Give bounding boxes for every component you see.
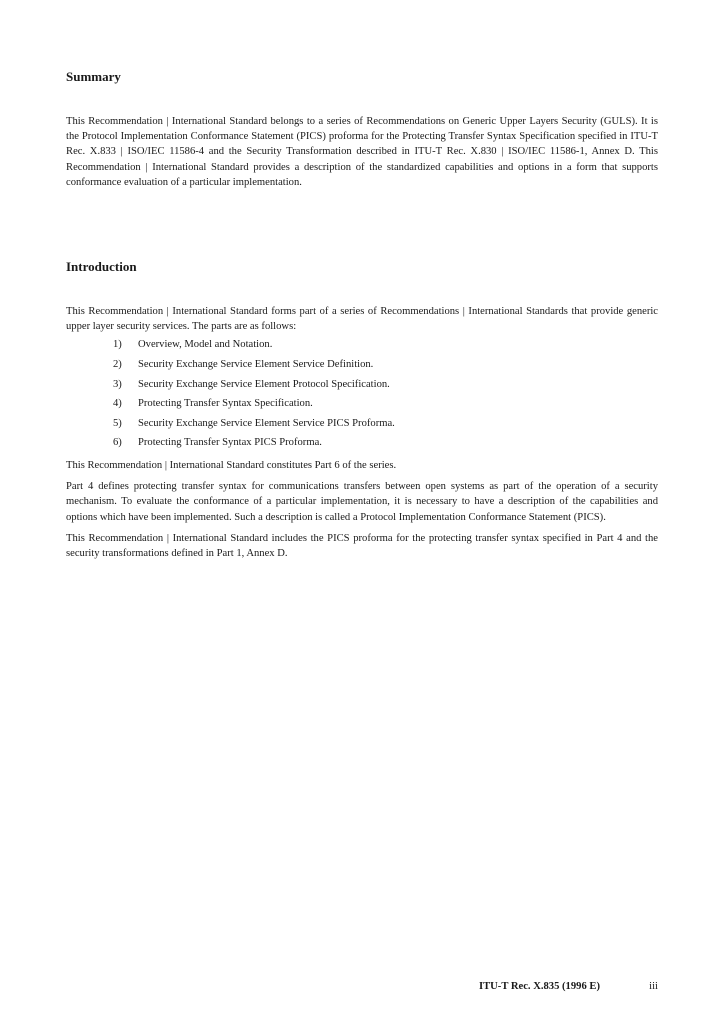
part6-paragraph: This Recommendation | International Standard constitutes Part 6 of the series. <box>66 459 397 471</box>
includes-paragraph: This Recommendation | International Standard includes the PICS proforma for the protecting transfer syntax specified in Part 4 and the security transformations defined in Part 1, Annex D. <box>66 532 658 559</box>
list-item <box>66 357 658 377</box>
list-item-number: 3) <box>113 378 122 390</box>
list-item-number: 6) <box>113 437 122 449</box>
list-item-text: Security Exchange Service Element Protocol Specification. <box>138 378 390 390</box>
page-number: iii <box>649 981 658 992</box>
list-item <box>66 435 658 455</box>
introduction-section <box>66 304 658 567</box>
part4-paragraph: Part 4 defines protecting transfer syntax for communications transfers between open systems as part of the operation of a security mechanism. To evaluate the conformance of a particular implementation, it is necessary to have a description of the capabilities and options which have been implemented. Such a description is called a Protocol Implementation Conformance Statement (PICS). <box>66 481 658 523</box>
summary-paragraph: This Recommendation | International Standard belongs to a series of Recommendations on Generic Upper Layers Security (GULS). It is the Protocol Implementation Conformance Statement (PICS) proforma for the Protecting Transfer Syntax Specification specified in ITU-T Rec. X.833 | ISO/IEC 11586-4 and the Security Transformation described in ITU-T Rec. X.830 | ISO/IEC 11586-1, Annex D. This Recommendation | International Standard provides a description of the standardized capabilities and options in a form that supports conformance evaluation of a particular implementation. <box>66 116 658 188</box>
introduction-paragraph: This Recommendation | International Standard forms part of a series of Recommendations | International Standards that provide generic upper layer security services. The parts are as follows: <box>66 306 658 333</box>
list-item-text: Security Exchange Service Element Service PICS Proforma. <box>138 417 395 429</box>
list-item <box>66 337 658 357</box>
parts-list <box>66 337 658 455</box>
list-item-number: 1) <box>113 339 122 351</box>
list-item-number: 4) <box>113 398 122 410</box>
introduction-heading: Introduction <box>66 259 137 274</box>
list-item <box>66 377 658 397</box>
page-footer <box>66 981 658 997</box>
list-item-number: 2) <box>113 359 122 370</box>
list-item-number: 5) <box>113 417 122 429</box>
footer-reference: ITU-T Rec. X.835 (1996 E) <box>478 981 600 992</box>
list-item-text: Security Exchange Service Element Service Definition. <box>138 359 374 370</box>
document-page <box>66 0 658 1024</box>
list-item-text: Protecting Transfer Syntax PICS Proforma. <box>138 437 322 449</box>
list-item-text: Overview, Model and Notation. <box>138 339 273 351</box>
list-item <box>66 416 658 436</box>
summary-heading: Summary <box>66 69 121 84</box>
summary-section <box>66 114 658 190</box>
list-item-text: Protecting Transfer Syntax Specification. <box>138 398 313 410</box>
list-item <box>66 396 658 416</box>
